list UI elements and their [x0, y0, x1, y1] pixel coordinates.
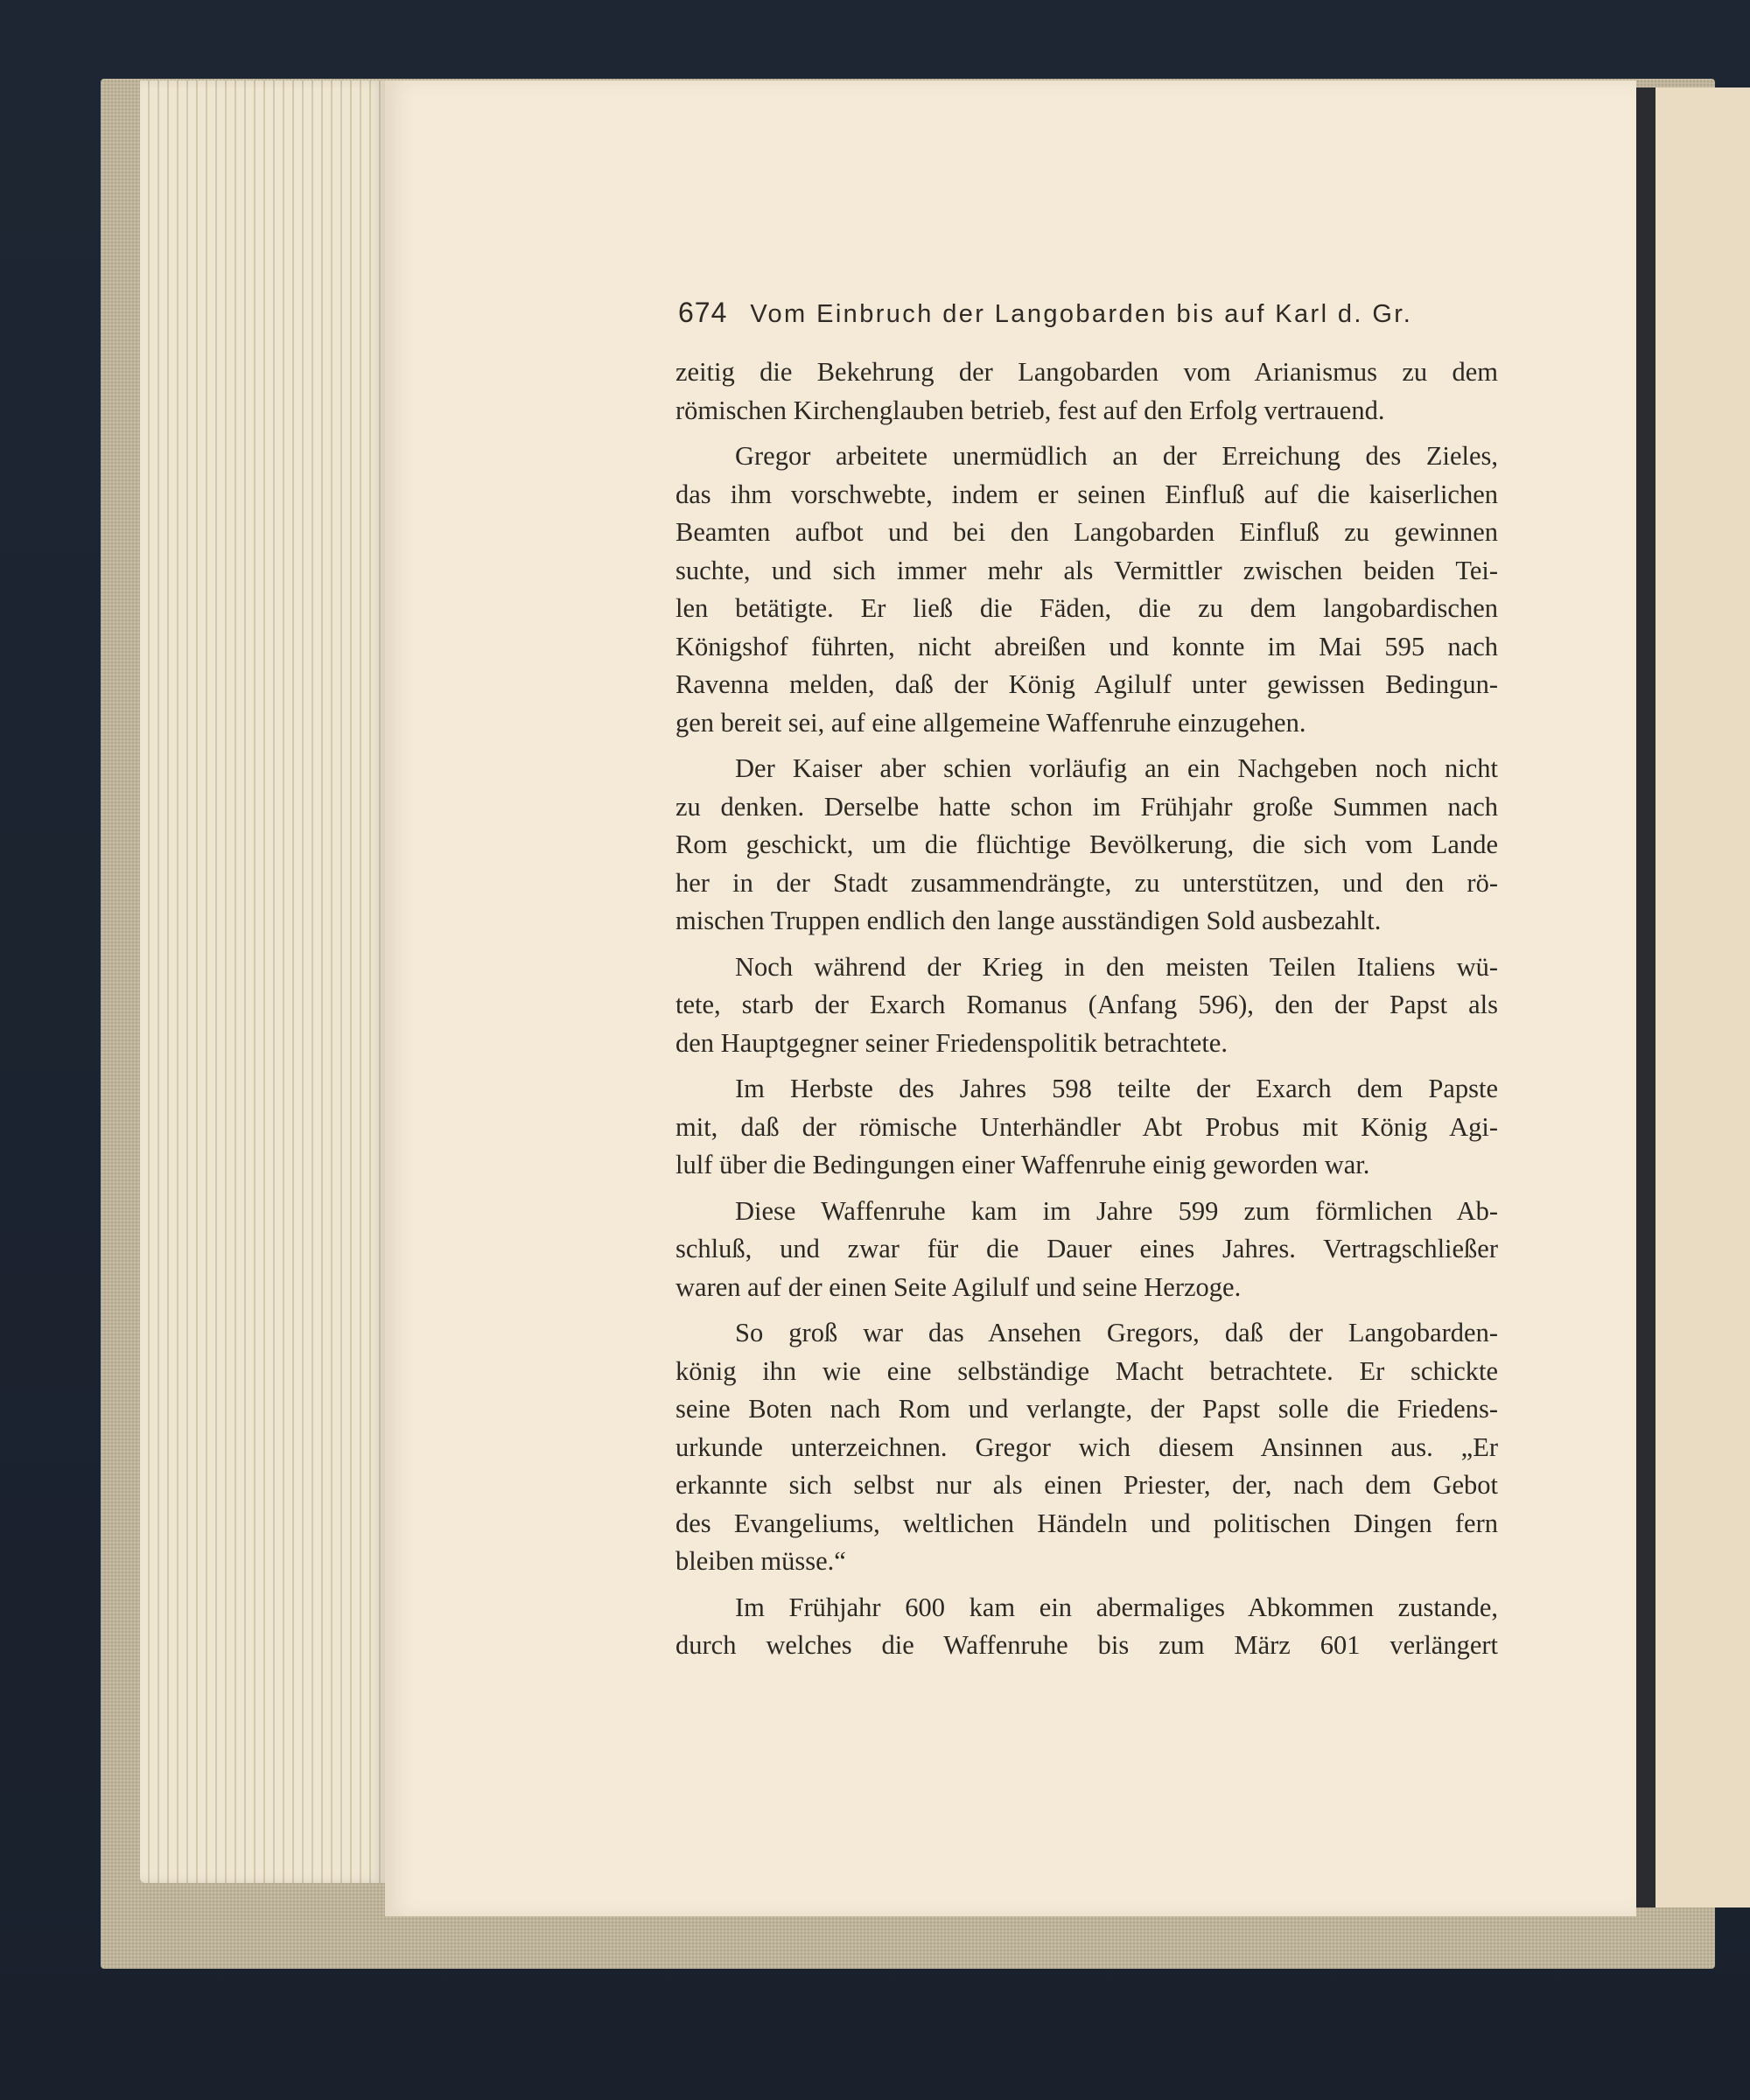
- paragraph: [676, 1193, 1498, 1307]
- paragraph: [676, 1589, 1498, 1665]
- paragraph: [676, 948, 1498, 1063]
- text-line: seine Boten nach Rom und verlangte, der Papst solle die Friedens-: [676, 1394, 1498, 1424]
- text-line: das ihm vorschwebte, indem er seinen Einfluß auf die kaiserlichen: [676, 479, 1498, 509]
- text-line: len betätigte. Er ließ die Fäden, die zu dem langobardischen: [676, 593, 1498, 623]
- text-line: römischen Kirchenglauben betrieb, fest auf den Erfolg vertrauend.: [676, 395, 1385, 425]
- paragraph: [676, 1070, 1498, 1185]
- paragraph: [676, 1314, 1498, 1581]
- text-line: mischen Truppen endlich den lange ausständigen Sold ausbezahlt.: [676, 906, 1382, 935]
- text-line: tete, starb der Exarch Romanus (Anfang 596), den der Papst als: [676, 990, 1498, 1019]
- text-line: Rom geschickt, um die flüchtige Bevölkerung, die sich vom Lande: [676, 830, 1498, 859]
- text-line: Beamten aufbot und bei den Langobarden Einfluß zu gewinnen: [676, 517, 1498, 547]
- running-title: Vom Einbruch der Langobarden bis auf Karl d. Gr.: [750, 300, 1413, 328]
- paragraph: [676, 438, 1498, 742]
- text-line: Gregor arbeitete unermüdlich an der Erreichung des Zieles,: [735, 441, 1498, 471]
- text-line: mit, daß der römische Unterhändler Abt Probus mit König Agi-: [676, 1111, 1498, 1142]
- next-page-edge: [1654, 88, 1750, 1908]
- text-line: könig ihn wie eine selbständige Macht betrachtete. Er schickte: [676, 1355, 1498, 1386]
- running-head: [678, 297, 1553, 329]
- paragraph: [676, 750, 1498, 941]
- text-line: schluß, und zwar für die Dauer eines Jahres. Vertragschließer: [676, 1234, 1498, 1264]
- text-line: erkannte sich selbst nur als einen Priester, der, nach dem Gebot: [676, 1470, 1498, 1500]
- text-line: Diese Waffenruhe kam im Jahre 599 zum förmlichen Ab-: [735, 1195, 1498, 1226]
- text-line: Noch während der Krieg in den meisten Teilen Italiens wü-: [735, 951, 1498, 982]
- text-line: zeitig die Bekehrung der Langobarden vom Arianismus zu dem: [676, 357, 1498, 387]
- text-line: Im Herbste des Jahres 598 teilte der Exarch dem Papste: [735, 1074, 1498, 1103]
- text-line: suchte, und sich immer mehr als Vermittler zwischen beiden Tei-: [676, 555, 1498, 585]
- body-text: [676, 354, 1498, 1673]
- text-line: So groß war das Ansehen Gregors, daß der Langobarden-: [735, 1318, 1498, 1348]
- text-line: waren auf der einen Seite Agilulf und seine Herzoge.: [676, 1271, 1242, 1302]
- text-line: bleiben müsse.“: [676, 1546, 846, 1576]
- text-line: durch welches die Waffenruhe bis zum März 601 verlängert: [676, 1630, 1498, 1660]
- text-line: lulf über die Bedingungen einer Waffenruhe einig geworden war.: [676, 1150, 1370, 1180]
- text-line: her in der Stadt zusammendrängte, zu unterstützen, und den rö-: [676, 867, 1498, 898]
- text-line: des Evangeliums, weltlichen Händeln und politischen Dingen fern: [676, 1508, 1498, 1538]
- page-block-edges: [140, 80, 385, 1883]
- page-gutter-shadow: [1636, 88, 1656, 1908]
- text-line: Königshof führten, nicht abreißen und konnte im Mai 595 nach: [676, 631, 1498, 662]
- text-line: Ravenna melden, daß der König Agilulf unter gewissen Bedingun-: [676, 669, 1498, 699]
- text-line: Im Frühjahr 600 kam ein abermaliges Abkommen zustande,: [735, 1592, 1498, 1622]
- text-line: zu denken. Derselbe hatte schon im Frühjahr große Summen nach: [676, 791, 1498, 822]
- text-line: Der Kaiser aber schien vorläufig an ein Nachgeben noch nicht: [735, 753, 1498, 783]
- page-number: 674: [678, 297, 728, 328]
- text-line: gen bereit sei, auf eine allgemeine Waffenruhe einzugehen.: [676, 707, 1306, 738]
- text-line: den Hauptgegner seiner Friedenspolitik betrachtete.: [676, 1027, 1228, 1058]
- paragraph: [676, 354, 1498, 430]
- book-page: [385, 80, 1636, 1916]
- text-line: urkunde unterzeichnen. Gregor wich diesem Ansinnen aus. „Er: [676, 1432, 1498, 1462]
